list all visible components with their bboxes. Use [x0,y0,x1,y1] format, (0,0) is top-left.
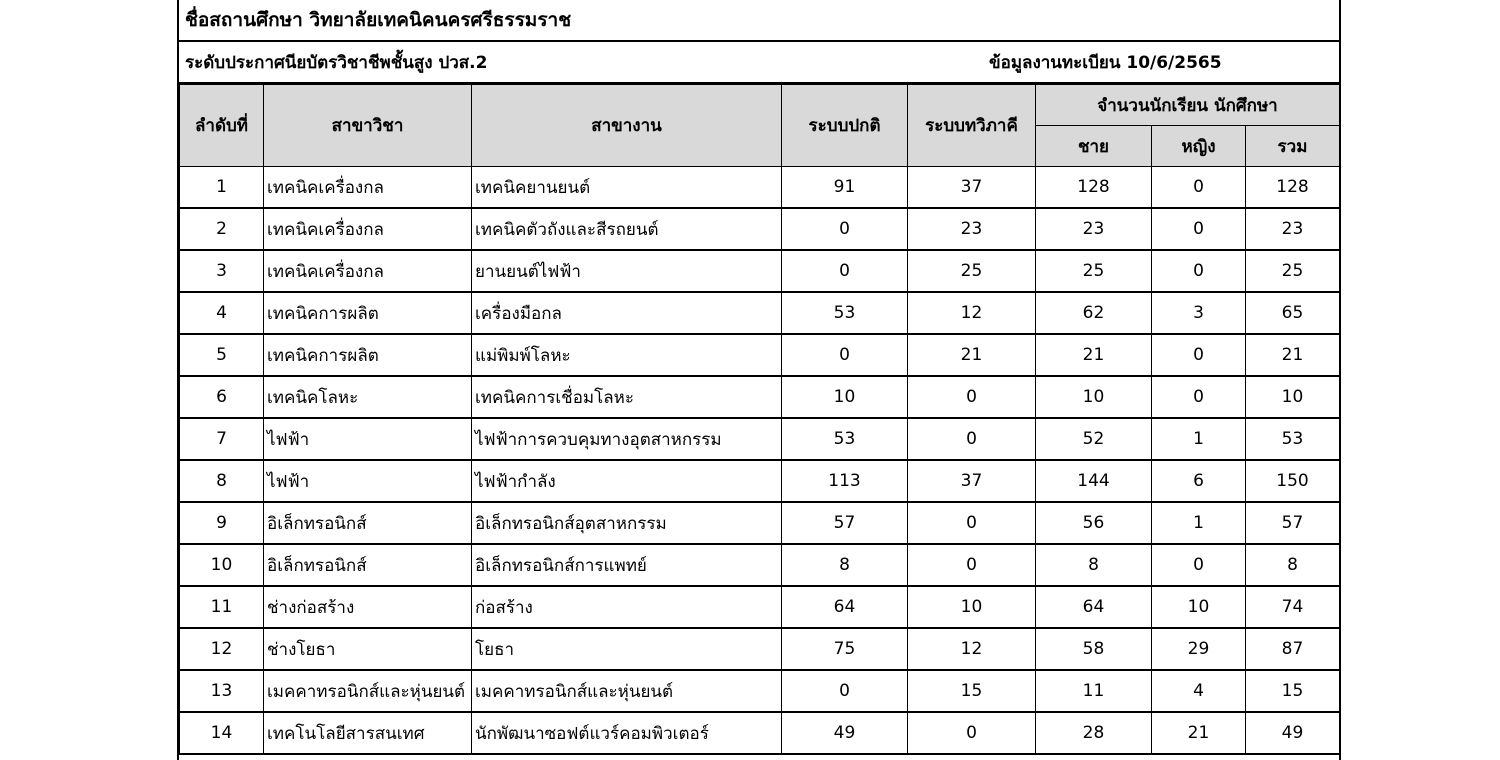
cell-major: เทคนิคเครื่องกล [264,208,472,250]
header-female: หญิง [1152,126,1246,167]
cell-no: 11 [180,586,264,628]
cell-total: 21 [1246,334,1340,376]
cell-normal: 113 [782,460,908,502]
header-no: ลำดับที่ [180,85,264,167]
cell-no: 13 [180,670,264,712]
cell-normal: 91 [782,167,908,209]
cell-female: 1 [1152,418,1246,460]
cell-field: ก่อสร้าง [472,586,782,628]
cell-dual: 0 [908,544,1036,586]
cell-major: เทคนิคโลหะ [264,376,472,418]
cell-normal: 0 [782,250,908,292]
cell-field: เทคนิคยานยนต์ [472,167,782,209]
cell-normal: 49 [782,712,908,754]
table-row [180,334,1340,376]
table-row [180,208,1340,250]
cell-male: 52 [1036,418,1152,460]
cell-dual: 12 [908,292,1036,334]
cell-female: 6 [1152,460,1246,502]
cell-major: อิเล็กทรอนิกส์ [264,544,472,586]
header-male: ชาย [1036,126,1152,167]
cell-dual: 21 [908,334,1036,376]
cell-field: อิเล็กทรอนิกส์การแพทย์ [472,544,782,586]
cell-dual: 0 [908,376,1036,418]
table-row [180,712,1340,754]
header-field: สาขางาน [472,85,782,167]
cell-no: 6 [180,376,264,418]
cell-total: 74 [1246,586,1340,628]
table-row [180,502,1340,544]
cell-major: เทคนิคเครื่องกล [264,250,472,292]
cell-dual: 23 [908,208,1036,250]
cell-total: 128 [1246,167,1340,209]
cell-field: ยานยนต์ไฟฟ้า [472,250,782,292]
cell-no: 5 [180,334,264,376]
header-normal-system: ระบบปกติ [782,85,908,167]
cell-total: 53 [1246,418,1340,460]
cell-dual: 37 [908,460,1036,502]
cell-normal: 8 [782,544,908,586]
cell-field: อิเล็กทรอนิกส์อุตสาหกรรม [472,502,782,544]
cell-dual: 10 [908,586,1036,628]
cell-total: 150 [1246,460,1340,502]
cell-male: 10 [1036,376,1152,418]
cell-dual: 0 [908,502,1036,544]
cell-normal: 0 [782,208,908,250]
cell-field: เทคนิคตัวถังและสีรถยนต์ [472,208,782,250]
cell-male: 64 [1036,586,1152,628]
cell-normal: 64 [782,586,908,628]
cell-total: 25 [1246,250,1340,292]
cell-male: 56 [1036,502,1152,544]
level-row [179,42,1339,84]
cell-female: 0 [1152,376,1246,418]
institution-title [179,0,1339,42]
cell-dual: 15 [908,670,1036,712]
cell-dual: 37 [908,167,1036,209]
header-student-count: จำนวนนักเรียน นักศึกษา [1036,85,1340,126]
cell-no: 7 [180,418,264,460]
cell-major: เทคโนโลยีสารสนเทศ [264,712,472,754]
cell-male: 58 [1036,628,1152,670]
cell-total: 8 [1246,544,1340,586]
cell-no: 2 [180,208,264,250]
cell-major: ไฟฟ้า [264,418,472,460]
cell-male: 144 [1036,460,1152,502]
cell-major: เทคนิคการผลิต [264,334,472,376]
cell-female: 21 [1152,712,1246,754]
cell-normal: 53 [782,418,908,460]
cell-female: 1 [1152,502,1246,544]
cell-total: 87 [1246,628,1340,670]
header-major: สาขาวิชา [264,85,472,167]
cell-no: 9 [180,502,264,544]
institution-name: ชื่อสถานศึกษา วิทยาลัยเทคนิคนครศรีธรรมราช [185,9,572,31]
cell-female: 0 [1152,208,1246,250]
enrollment-table [179,84,1340,755]
registration-date: ข้อมูลงานทะเบียน 10/6/2565 [989,52,1222,73]
cell-no: 3 [180,250,264,292]
cell-normal: 0 [782,670,908,712]
cell-no: 8 [180,460,264,502]
table-row [180,670,1340,712]
table-row [180,586,1340,628]
table-row [180,376,1340,418]
cell-no: 10 [180,544,264,586]
cell-dual: 12 [908,628,1036,670]
header-dual-system: ระบบทวิภาคี [908,85,1036,167]
cell-total: 15 [1246,670,1340,712]
cell-field: โยธา [472,628,782,670]
cell-major: เทคนิคเครื่องกล [264,167,472,209]
table-row [180,460,1340,502]
cell-total: 23 [1246,208,1340,250]
cell-normal: 57 [782,502,908,544]
education-level: ระดับประกาศนียบัตรวิชาชีพชั้นสูง ปวส.2 [185,52,488,73]
table-row [180,418,1340,460]
cell-female: 4 [1152,670,1246,712]
cell-male: 11 [1036,670,1152,712]
cell-field: แม่พิมพ์โลหะ [472,334,782,376]
cell-male: 23 [1036,208,1152,250]
table-row [180,250,1340,292]
cell-field: เมคคาทรอนิกส์และหุ่นยนต์ [472,670,782,712]
cell-female: 0 [1152,544,1246,586]
table-row [180,628,1340,670]
cell-no: 1 [180,167,264,209]
cell-female: 3 [1152,292,1246,334]
cell-male: 8 [1036,544,1152,586]
cell-dual: 0 [908,418,1036,460]
cell-total: 49 [1246,712,1340,754]
table-row [180,292,1340,334]
enrollment-sheet [177,0,1341,760]
cell-female: 0 [1152,167,1246,209]
cell-major: ช่างก่อสร้าง [264,586,472,628]
cell-female: 29 [1152,628,1246,670]
cell-male: 21 [1036,334,1152,376]
cell-male: 28 [1036,712,1152,754]
cell-major: เทคนิคการผลิต [264,292,472,334]
cell-female: 0 [1152,334,1246,376]
cell-major: เมคคาทรอนิกส์และหุ่นยนต์ [264,670,472,712]
cell-no: 14 [180,712,264,754]
cell-normal: 53 [782,292,908,334]
cell-field: ไฟฟ้าการควบคุมทางอุตสาหกรรม [472,418,782,460]
cell-major: ไฟฟ้า [264,460,472,502]
cell-total: 10 [1246,376,1340,418]
cell-normal: 75 [782,628,908,670]
cell-normal: 0 [782,334,908,376]
cell-total: 57 [1246,502,1340,544]
cell-dual: 0 [908,712,1036,754]
cell-major: อิเล็กทรอนิกส์ [264,502,472,544]
cell-normal: 10 [782,376,908,418]
table-row [180,544,1340,586]
cell-field: เครื่องมือกล [472,292,782,334]
header-total: รวม [1246,126,1340,167]
table-body [180,167,1340,755]
cell-field: เทคนิคการเชื่อมโลหะ [472,376,782,418]
cell-no: 12 [180,628,264,670]
cell-major: ช่างโยธา [264,628,472,670]
cell-female: 10 [1152,586,1246,628]
table-row [180,167,1340,209]
cell-dual: 25 [908,250,1036,292]
cell-field: นักพัฒนาซอฟต์แวร์คอมพิวเตอร์ [472,712,782,754]
cell-no: 4 [180,292,264,334]
cell-field: ไฟฟ้ากำลัง [472,460,782,502]
cell-male: 25 [1036,250,1152,292]
cell-male: 62 [1036,292,1152,334]
cell-total: 65 [1246,292,1340,334]
cell-female: 0 [1152,250,1246,292]
cell-male: 128 [1036,167,1152,209]
